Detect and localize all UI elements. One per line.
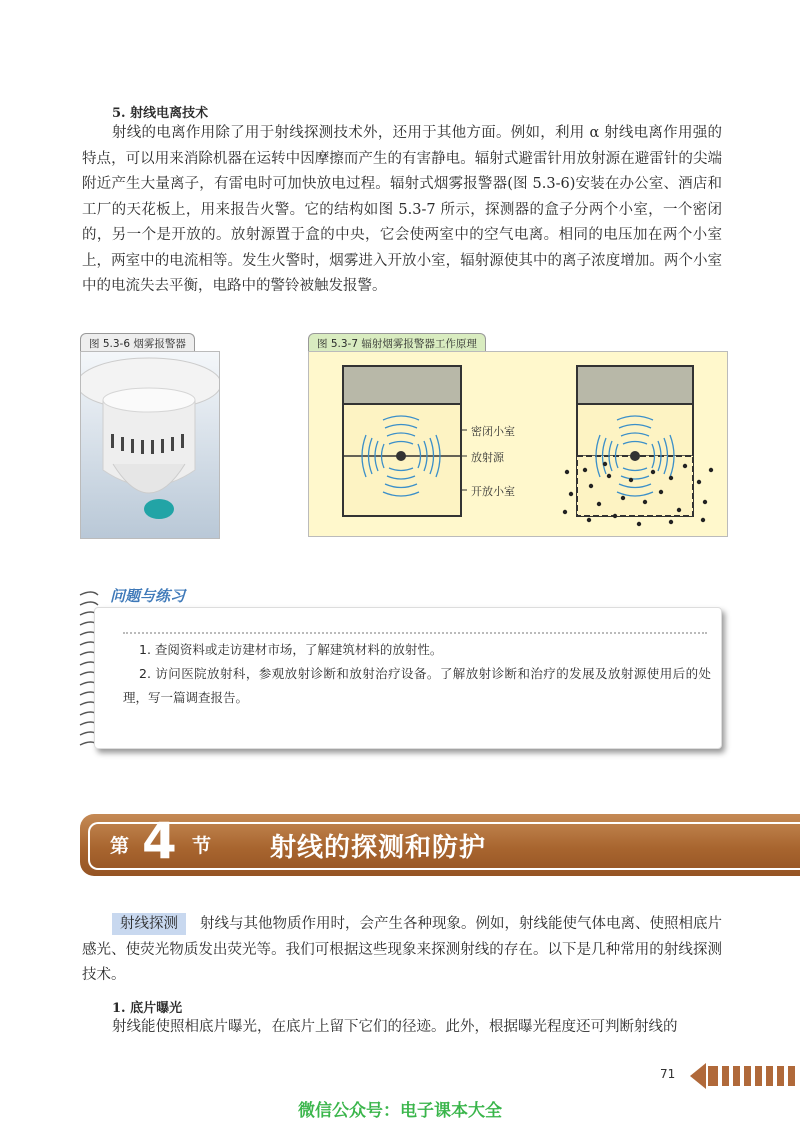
dotted-divider <box>123 632 707 634</box>
exercise-list <box>123 638 711 710</box>
smoke-detector-photo <box>80 351 220 539</box>
ionization-chamber-diagram <box>309 352 727 536</box>
exercise-card <box>94 607 722 749</box>
figure-caption: 图 5.3-6 烟雾报警器 <box>80 333 195 354</box>
section-title: 射线的探测和防护 <box>270 833 487 863</box>
smoke-detector-image <box>81 352 219 538</box>
detection-text: 射线与其他物质作用时，会产生各种现象。例如，射线能使气体电离、使照相底片感光、使荧光物质发出荧光等。我们可根据这些现象来探测射线的存在。以下是几种常用的射线探测技术。 <box>82 916 722 983</box>
figure-smoke-detector <box>80 333 218 537</box>
label-open-chamber: 开放小室 <box>471 485 515 498</box>
page-number: 71 <box>660 1067 676 1081</box>
section-di: 第 <box>110 835 130 857</box>
section-banner <box>80 814 800 876</box>
detection-block <box>82 912 722 989</box>
film-exposure-paragraph: 射线能使照相底片曝光，在底片上留下它们的径迹。此外，根据曝光程度还可判断射线的 <box>112 1019 678 1035</box>
footer-watermark: 微信公众号：电子课本大全 <box>298 1101 502 1121</box>
label-radiation-source: 放射源 <box>471 451 504 464</box>
film-exposure-heading: 1. 底片曝光 <box>112 1001 183 1016</box>
section-jie: 节 <box>192 835 212 857</box>
detection-tag: 射线探测 <box>112 913 186 935</box>
subsection-paragraph: 射线的电离作用除了用于射线探测技术外，还用于其他方面。例如，利用 α 射线电离作用强的特点，可以用来消除机器在运转中因摩擦而产生的有害静电。辐射式避雷针用放射源在避雷针的尖端附近产生大量离子，有雷电时可加快放电过程。辐射式烟雾报警器(图 5.3-6)安装在办公室、酒店和工厂的天花板上，用来报告火警。它的结构如图 5.3-7 所示，探测器的盒子分两个小室，一个密闭的，另一个是开放的。放射源置于盒的中央，它会使两室中的空气电离。相同的电压加在两个小室上，两室中的电流相等。发生火警时，烟雾进入开放小室，辐射源使其中的离子浓度增加。两个小室中的电流失去平衡，电路中的警铃被触发报警。 <box>82 125 722 294</box>
exercise-item-2: 2. 访问医院放射科，参观放射诊断和放射治疗设备。了解放射诊断和治疗的发展及放射源使用后的处理，写一篇调查报告。 <box>123 666 711 705</box>
section-number: 4 <box>142 812 177 870</box>
label-sealed-chamber: 密闭小室 <box>471 425 515 438</box>
exercise-item-1: 1. 查阅资料或走访建材市场，了解建筑材料的放射性。 <box>139 642 443 657</box>
subsection-heading: 5. 射线电离技术 <box>112 106 209 121</box>
exercise-title: 问题与练习 <box>110 587 186 605</box>
figure-diagram-panel <box>308 351 728 537</box>
page-arrow-icon <box>690 1062 800 1090</box>
detection-paragraph <box>82 912 722 989</box>
figure-smoke-alarm-principle <box>308 333 728 537</box>
figure-caption: 图 5.3-7 辐射烟雾报警器工作原理 <box>308 333 486 354</box>
exercise-box <box>76 585 726 755</box>
